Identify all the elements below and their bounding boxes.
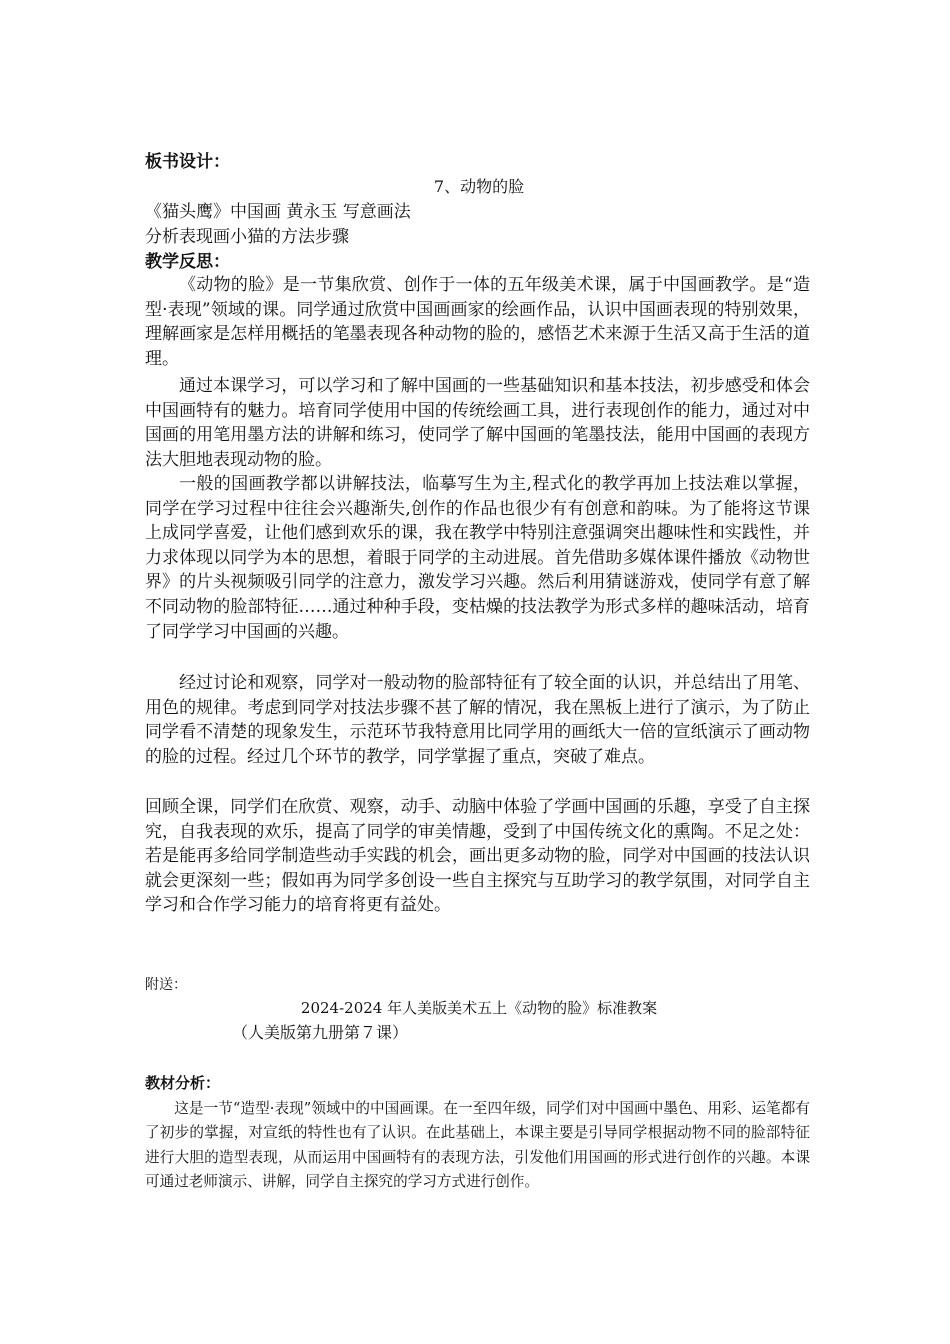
reflection-paragraph-1: 《动物的脸》是一节集欣赏、创作于一体的五年级美术课，属于中国画教学。是“造型·表现”领域的课。同学通过欣赏中国画画家的绘画作品，认识中国画表现的特别效果，理解画家是怎样用概括的笔墨表现各种动物的脸的，感悟艺术来源于生活又高于生活的道理。 (145, 275, 810, 369)
board-design-title: 7、动物的脸 (433, 177, 525, 196)
appendix-title: 2024-2024 年人美版美术五上《动物的脸》标准教案 (300, 999, 658, 1017)
reflection-heading: 教学反思： (145, 252, 230, 272)
reflection-paragraph-2: 通过本课学习，可以学习和了解中国画的一些基础知识和基本技法，初步感受和体会中国画特有的魅力。培育同学使用中国的传统绘画工具，进行表现创作的能力，通过对中国画的用笔用墨方法的讲解和练习，使同学了解中国画的笔墨技法，能用中国画的表现方法大胆地表现动物的脸。 (145, 376, 810, 470)
board-design-heading: 板书设计： (145, 152, 230, 172)
material-analysis-paragraph: 这是一节“造型·表现”领域中的中国画课。在一至四年级，同学们对中国画中墨色、用彩、运笔都有了初步的掌握，对宣纸的特性也有了认识。在此基础上，本课主要是引导同学根据动物不同的脸部特征进行大胆的造型表现，从而运用中国画特有的表现方法，引发他们用国画的形式进行创作的兴趣。本课可通过老师演示、讲解，同学自主探究的学习方式进行创作。 (145, 1100, 810, 1190)
material-analysis-heading: 教材分析： (145, 1074, 221, 1092)
reflection-paragraph-3: 一般的国画教学都以讲解技法，临摹写生为主,程式化的教学再加上技法难以掌握，同学在学习过程中往往会兴趣渐失,创作的作品也很少有有创意和韵味。为了能将这节课上成同学喜爱，让他们感到欢乐的课，我在教学中特别注意强调突出趣味性和实践性，并力求体现以同学为本的思想，着眼于同学的主动进展。首先借助多媒体课件播放《动物世界》的片头视频吸引同学的注意力，激发学习兴趣。然后利用猜谜游戏，使同学有意了解不同动物的脸部特征……通过种种手段，变枯燥的技法教学为形式多样的趣味活动，培育了同学学习中国画的兴趣。 (145, 474, 810, 642)
reflection-paragraph-4: 经过讨论和观察，同学对一般动物的脸部特征有了较全面的认识，并总结出了用笔、用色的规律。考虑到同学对技法步骤不甚了解的情况，我在黑板上进行了演示，为了防止同学看不清楚的现象发生，示范环节我特意用比同学用的画纸大一倍的宣纸演示了画动物的脸的过程。经过几个环节的教学，同学掌握了重点，突破了难点。 (145, 673, 810, 767)
appendix-label: 附送： (145, 977, 187, 993)
board-design-line-2: 分析表现画小猫的方法步骤 (145, 227, 349, 247)
appendix-subtitle: （人美版第九册第７课） (232, 1023, 409, 1042)
reflection-paragraph-5: 回顾全课，同学们在欣赏、观察，动手、动脑中体验了学画中国画的乐趣，享受了自主探究，自我表现的欢乐，提高了同学的审美情趣，受到了中国传统文化的熏陶。不足之处：若是能再多给同学制造些动手实践的机会，画出更多动物的脸，同学对中国画的技法认识就会更深刻一些；假如再为同学多创设一些自主探究与互助学习的教学氛围，对同学自主学习和合作学习能力的培育将更有益处。 (145, 797, 810, 916)
board-design-line-1: 《猫头鹰》中国画 黄永玉 写意画法 (145, 202, 411, 222)
